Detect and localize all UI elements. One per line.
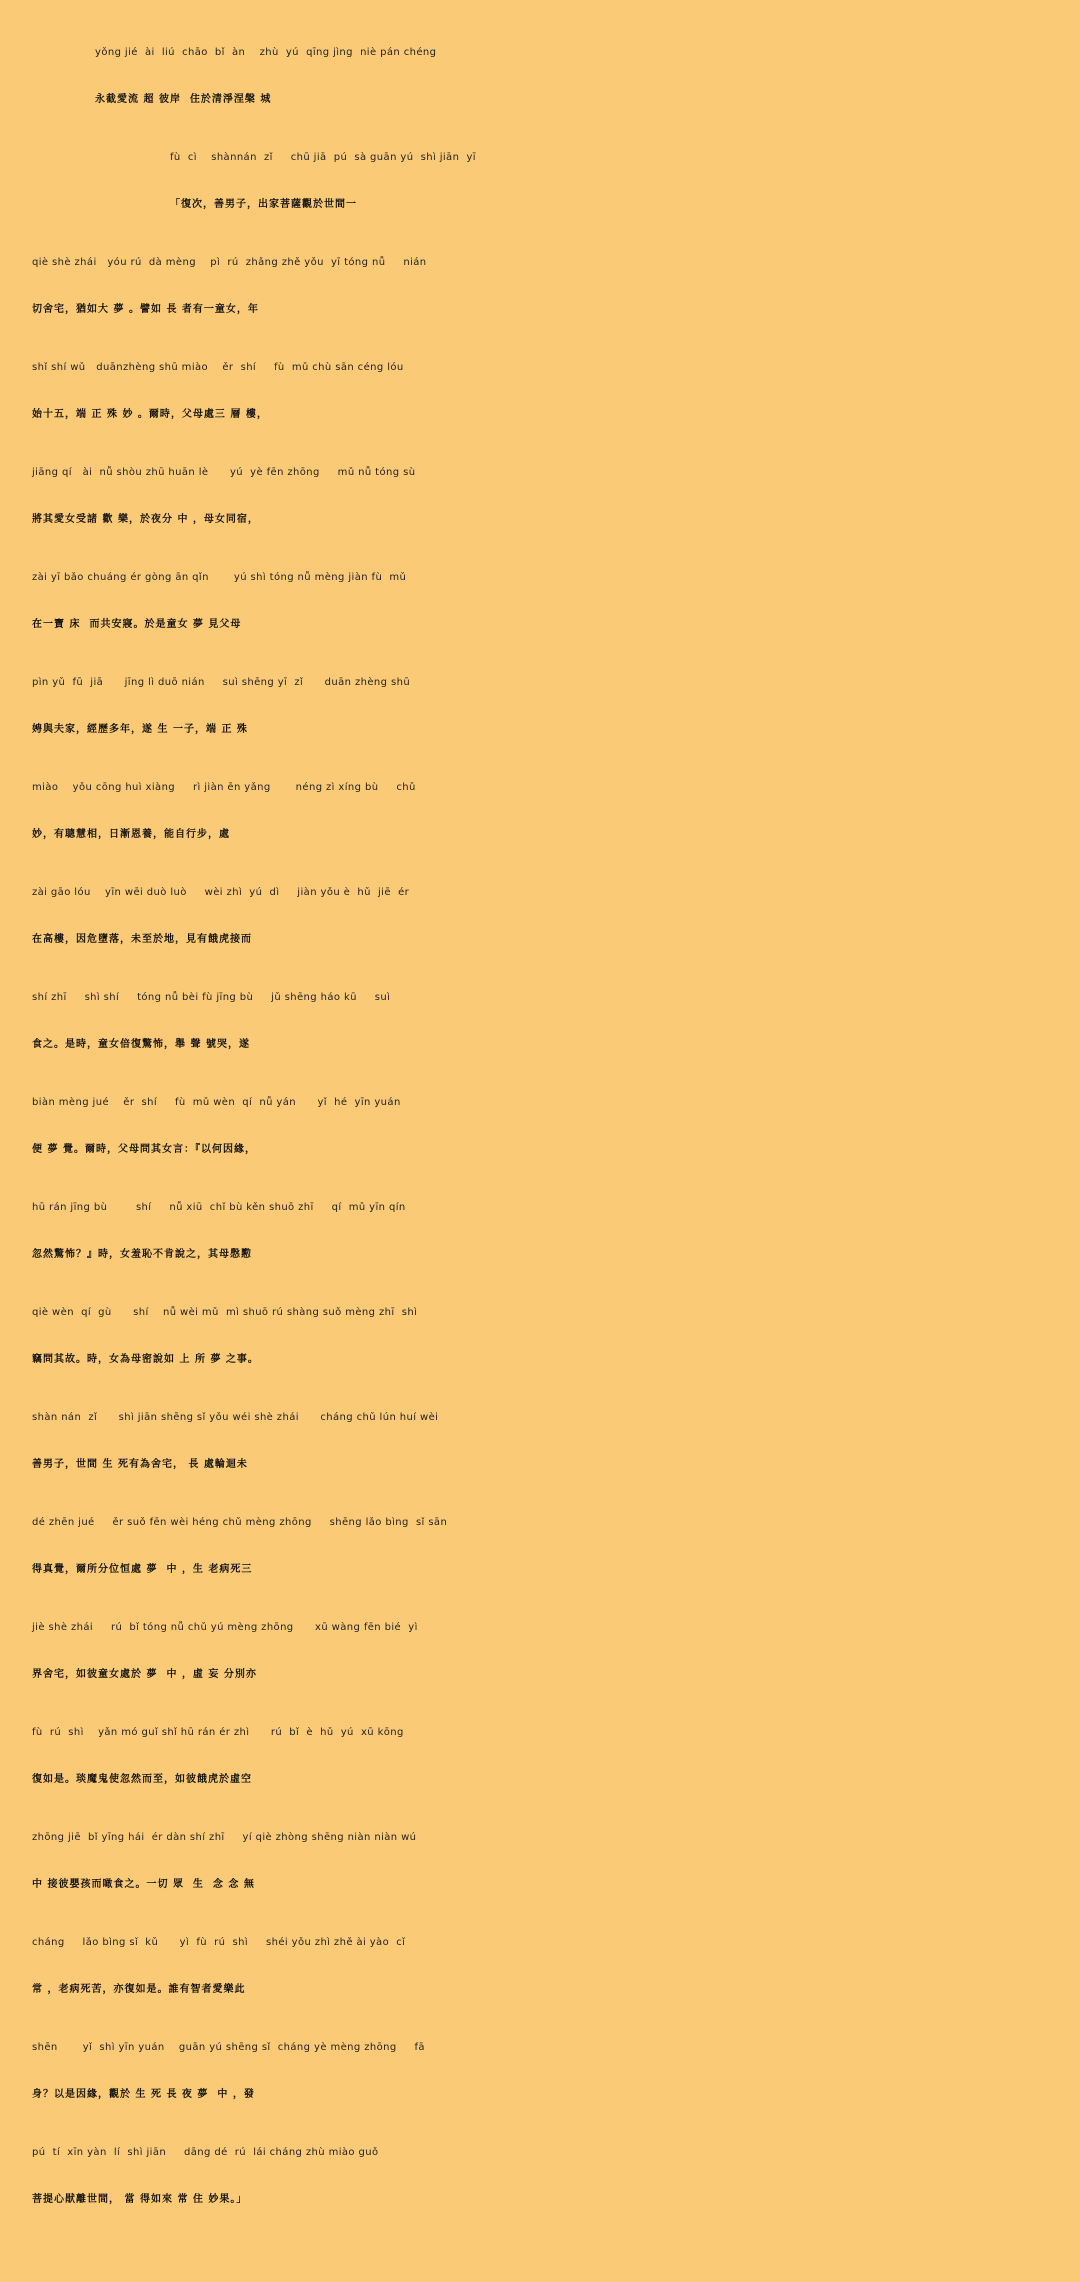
pinyin-line: biàn mèng jué ěr shí fù mǔ wèn qí nǚ yán yǐ hé yīn yuán bbox=[32, 1097, 401, 1108]
text-line bbox=[0, 771, 1080, 876]
pinyin-line: fù rú shì yǎn mó guǐ shǐ hū rán ér zhì rú bǐ è hǔ yú xū kōng bbox=[32, 1727, 404, 1738]
pinyin-line: miào yǒu cōng huì xiàng rì jiàn ēn yǎng néng zì xíng bù chǔ bbox=[32, 782, 416, 793]
hanzi-line: 將其愛女受諸 歡 樂，於夜分 中 ，母女同宿， bbox=[32, 514, 259, 525]
pinyin-line: jiāng qí ài nǚ shòu zhū huān lè yú yè fēn zhōng mǔ nǚ tóng sù bbox=[32, 467, 416, 478]
hanzi-line: 中 接彼嬰孩而噉食之。一切 眾 生 念 念 無 bbox=[32, 1879, 255, 1890]
text-line bbox=[0, 2031, 1080, 2136]
text-line bbox=[0, 2136, 1080, 2241]
text-line bbox=[0, 1821, 1080, 1926]
text-line bbox=[0, 1401, 1080, 1506]
hanzi-line: 復如是。琰魔鬼使忽然而至，如彼餓虎於虛空 bbox=[32, 1774, 252, 1785]
pinyin-line: zhōng jiē bǐ yīng hái ér dàn shí zhī yí qiè zhòng shēng niàn niàn wú bbox=[32, 1832, 417, 1843]
text-line bbox=[0, 876, 1080, 981]
hanzi-line: 娉與夫家，經歷多年，遂 生 一子，端 正 殊 bbox=[32, 724, 248, 735]
hanzi-line: 身？以是因緣，觀於 生 死 長 夜 夢 中 ，發 bbox=[32, 2089, 255, 2100]
pinyin-line: qiè wèn qí gù shí nǚ wèi mǔ mì shuō rú shàng suǒ mèng zhī shì bbox=[32, 1307, 418, 1318]
pinyin-line: shǐ shí wǔ duānzhèng shū miào ěr shí fù mǔ chù sān céng lóu bbox=[32, 362, 404, 373]
hanzi-line: 得真覺，爾所分位恒處 夢 中 ，生 老病死三 bbox=[32, 1564, 253, 1575]
pinyin-line: jiè shè zhái rú bǐ tóng nǚ chǔ yú mèng zhōng xū wàng fēn bié yì bbox=[32, 1622, 418, 1633]
pinyin-line: zài yī bǎo chuáng ér gòng ān qǐn yú shì tóng nǚ mèng jiàn fù mǔ bbox=[32, 572, 407, 583]
hanzi-line: 忽然驚怖？』時，女羞恥不肯說之，其母慇懃 bbox=[32, 1249, 252, 1260]
pinyin-line: yǒng jié ài liú chāo bǐ àn zhù yú qīng jìng niè pán chéng bbox=[95, 47, 437, 58]
text-line bbox=[0, 666, 1080, 771]
text-line bbox=[0, 1506, 1080, 1611]
text-line bbox=[0, 1191, 1080, 1296]
hanzi-line: 永截愛流 超 彼岸 住於清淨涅槃 城 bbox=[95, 94, 272, 105]
hanzi-line: 在高樓，因危墮落，未至於地，見有餓虎接而 bbox=[32, 934, 252, 945]
text-line bbox=[0, 246, 1080, 351]
hanzi-line: 妙，有聰慧相，日漸恩養，能自行步，處 bbox=[32, 829, 230, 840]
text-line bbox=[0, 1926, 1080, 2031]
text-line bbox=[0, 351, 1080, 456]
text-line bbox=[0, 1611, 1080, 1716]
hanzi-line: 食之。是時，童女倍復驚怖，舉 聲 號哭，遂 bbox=[32, 1039, 250, 1050]
text-line bbox=[0, 1296, 1080, 1401]
pinyin-line: pìn yǔ fū jiā jīng lì duō nián suì shēng yī zǐ duān zhèng shū bbox=[32, 677, 411, 688]
hanzi-line: 切舍宅，猶如大 夢 。譬如 長 者有一童女，年 bbox=[32, 304, 259, 315]
hanzi-line: 菩提心猒離世間， 當 得如來 常 住 妙果。」 bbox=[32, 2194, 248, 2205]
pinyin-line: fù cì shànnán zǐ chū jiā pú sà guān yú shì jiān yī bbox=[170, 152, 476, 163]
hanzi-line: 在一寶 床 而共安寢。於是童女 夢 見父母 bbox=[32, 619, 242, 630]
title-line bbox=[0, 36, 1080, 141]
pinyin-line: cháng lǎo bìng sǐ kǔ yì fù rú shì shéi yǒu zhì zhě ài yào cǐ bbox=[32, 1937, 406, 1948]
hanzi-line: 始十五，端 正 殊 妙 。爾時，父母處三 層 樓， bbox=[32, 409, 268, 420]
text-line bbox=[0, 1716, 1080, 1821]
text-line bbox=[0, 141, 1080, 246]
text-line bbox=[0, 561, 1080, 666]
pinyin-line: hū rán jīng bù shí nǚ xiū chǐ bù kěn shuō zhī qí mǔ yīn qín bbox=[32, 1202, 406, 1213]
pinyin-line: shí zhī shì shí tóng nǚ bèi fù jīng bù jǔ shēng háo kū suì bbox=[32, 992, 391, 1003]
pinyin-line: shēn yǐ shì yīn yuán guān yú shēng sǐ cháng yè mèng zhōng fā bbox=[32, 2042, 425, 2053]
hanzi-line: 「復次，善男子，出家菩薩觀於世間一 bbox=[170, 199, 357, 210]
hanzi-line: 便 夢 覺。爾時，父母問其女言：『以何因緣， bbox=[32, 1144, 256, 1155]
pinyin-line: zài gāo lóu yīn wēi duò luò wèi zhì yú dì jiàn yǒu è hǔ jiē ér bbox=[32, 887, 410, 898]
text-line bbox=[0, 981, 1080, 1086]
text-line bbox=[0, 1086, 1080, 1191]
hanzi-line: 竊問其故。時，女為母密說如 上 所 夢 之事。 bbox=[32, 1354, 259, 1365]
pinyin-line: dé zhēn jué ěr suǒ fēn wèi héng chǔ mèng zhōng shēng lǎo bìng sǐ sān bbox=[32, 1517, 448, 1528]
hanzi-line: 常 ，老病死苦，亦復如是。誰有智者愛樂此 bbox=[32, 1984, 246, 1995]
hanzi-line: 善男子，世間 生 死有為舍宅， 長 處輪迴未 bbox=[32, 1459, 248, 1470]
hanzi-line: 界舍宅，如彼童女處於 夢 中 ，虛 妄 分別亦 bbox=[32, 1669, 257, 1680]
pinyin-line: shàn nán zǐ shì jiān shēng sǐ yǒu wéi shè zhái cháng chǔ lún huí wèi bbox=[32, 1412, 439, 1423]
pinyin-line: pú tí xīn yàn lí shì jiān dāng dé rú lái cháng zhù miào guǒ bbox=[32, 2147, 379, 2158]
pinyin-line: qiè shè zhái yóu rú dà mèng pì rú zhǎng zhě yǒu yī tóng nǚ nián bbox=[32, 257, 427, 268]
text-line bbox=[0, 456, 1080, 561]
